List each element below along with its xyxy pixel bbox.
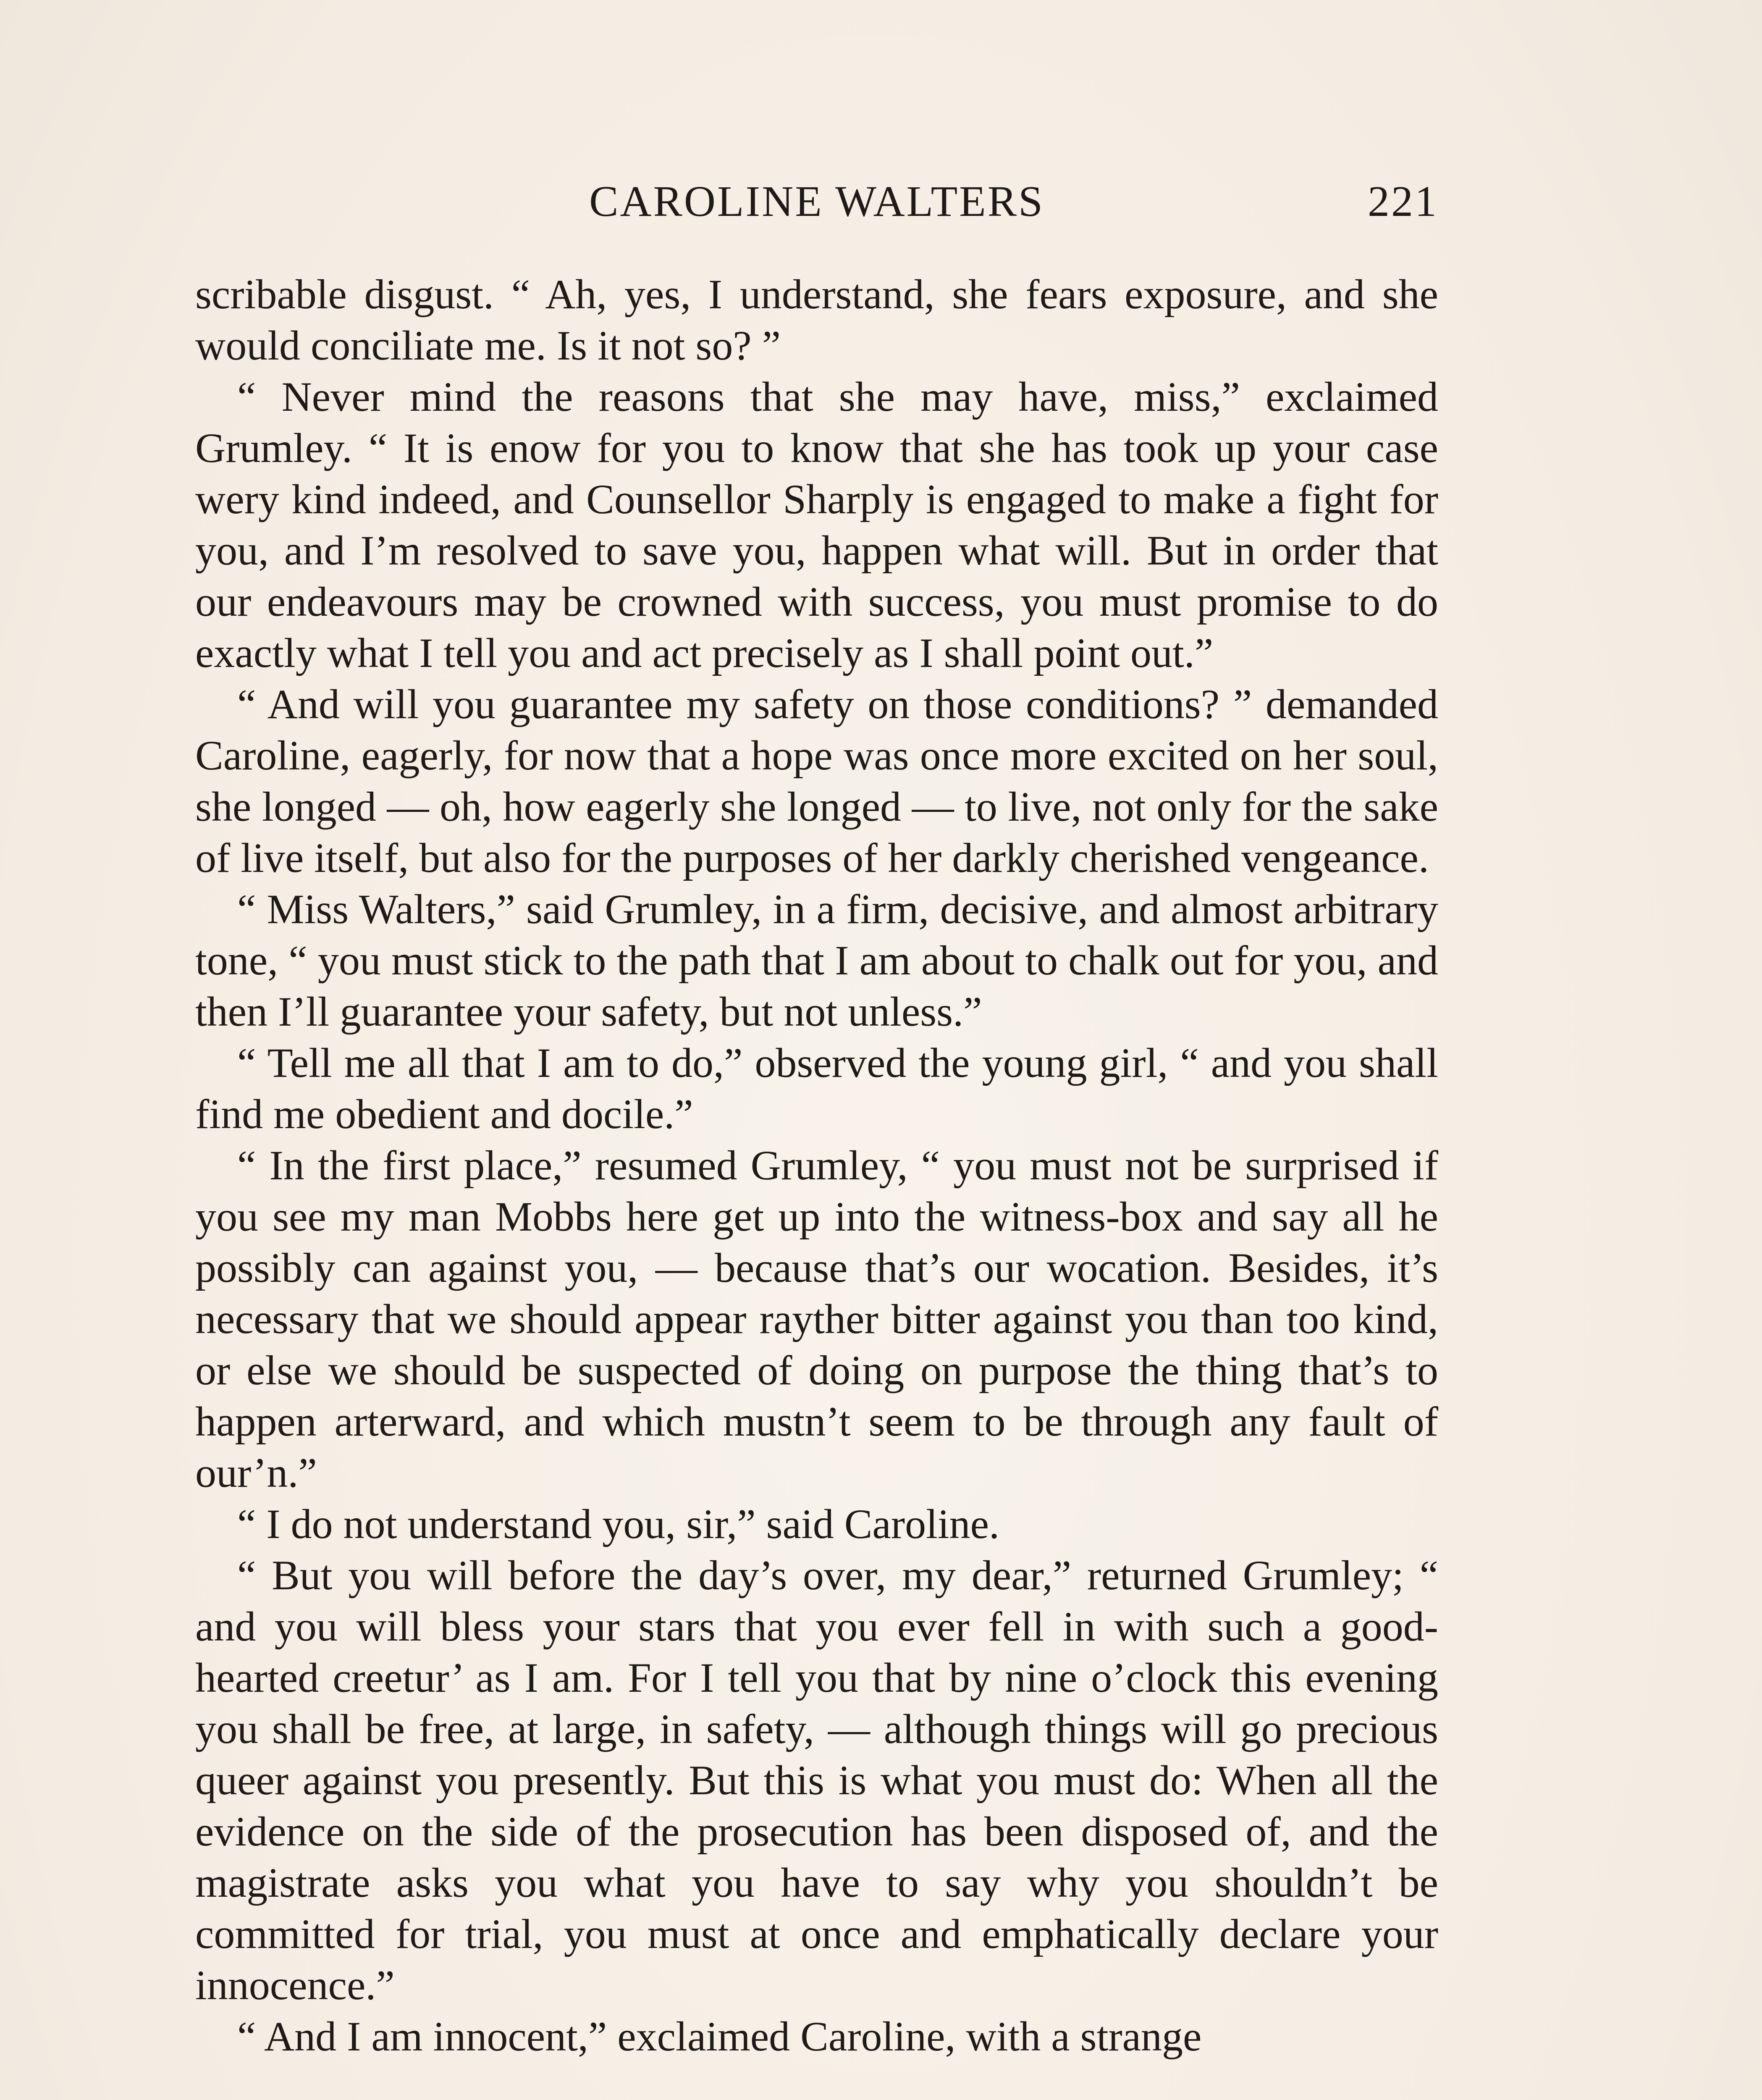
paragraph: scribable disgust. “ Ah, yes, I understand, she fears exposure, and she would conciliate me. Is it not so? ” bbox=[195, 271, 1438, 369]
paragraph: “ Never mind the reasons that she may have, miss,” exclaimed Grumley. “ It is enow for you to know that she has took up your case wery kind indeed, and Counsellor Sharply is engaged to make a fight for you, and I’m resolved to save you, happen what will. But in order that our endeavours may be crowned with success, you must promise to do exactly what I tell you and act precisely as I shall point out.” bbox=[195, 373, 1438, 676]
paragraph: “ I do not understand you, sir,” said Caroline. bbox=[237, 1501, 1000, 1547]
paragraph: “ And I am innocent,” exclaimed Caroline, with a strange bbox=[237, 2013, 1202, 2060]
paragraph: “ And will you guarantee my safety on those conditions? ” demanded Caroline, eagerly, for now that a hope was once more excited on her soul, she longed — oh, how eagerly she longed — to live, not only for the sake of live itself, but also for the purposes of her darkly cherished vengeance. bbox=[195, 681, 1438, 881]
paragraph: “ Tell me all that I am to do,” observed the young girl, “ and you shall find me obedient and docile.” bbox=[195, 1040, 1438, 1137]
page-header bbox=[195, 176, 1438, 244]
paragraph: “ But you will before the day’s over, my dear,” returned Grumley; “ and you will bless your stars that you ever fell in with such a good-hearted creetur’ as I am. For I tell you that by nine o’clock this evening you shall be free, at large, in safety, — although things will go precious queer against you presently. But this is what you must do: When all the evidence on the side of the prosecution has been disposed of, and the magistrate asks you what you have to say why you shouldn’t be committed for trial, you must at once and emphatically declare your innocence.” bbox=[195, 1552, 1438, 2008]
paragraph: “ In the first place,” resumed Grumley, “ you must not be surprised if you see my man Mobbs here get up into the witness-box and say all he possibly can against you, — because that’s our wocation. Besides, it’s necessary that we should appear raythe​r bitter against you than too kind, or else we should be suspected of doing on purpose the thing that’s to happen arterward, and which mustn’t seem to be through any fault of our’n.” bbox=[195, 1142, 1438, 1496]
page-number: 221 bbox=[1368, 177, 1438, 226]
body-text bbox=[195, 269, 1438, 2062]
running-head: CAROLINE WALTERS bbox=[589, 177, 1044, 226]
paragraph: “ Miss Walters,” said Grumley, in a firm, decisive, and almost arbitrary tone, “ you must stick to the path that I am about to chalk out for you, and then I’ll guarantee your safety, but not unless.” bbox=[195, 886, 1438, 1035]
